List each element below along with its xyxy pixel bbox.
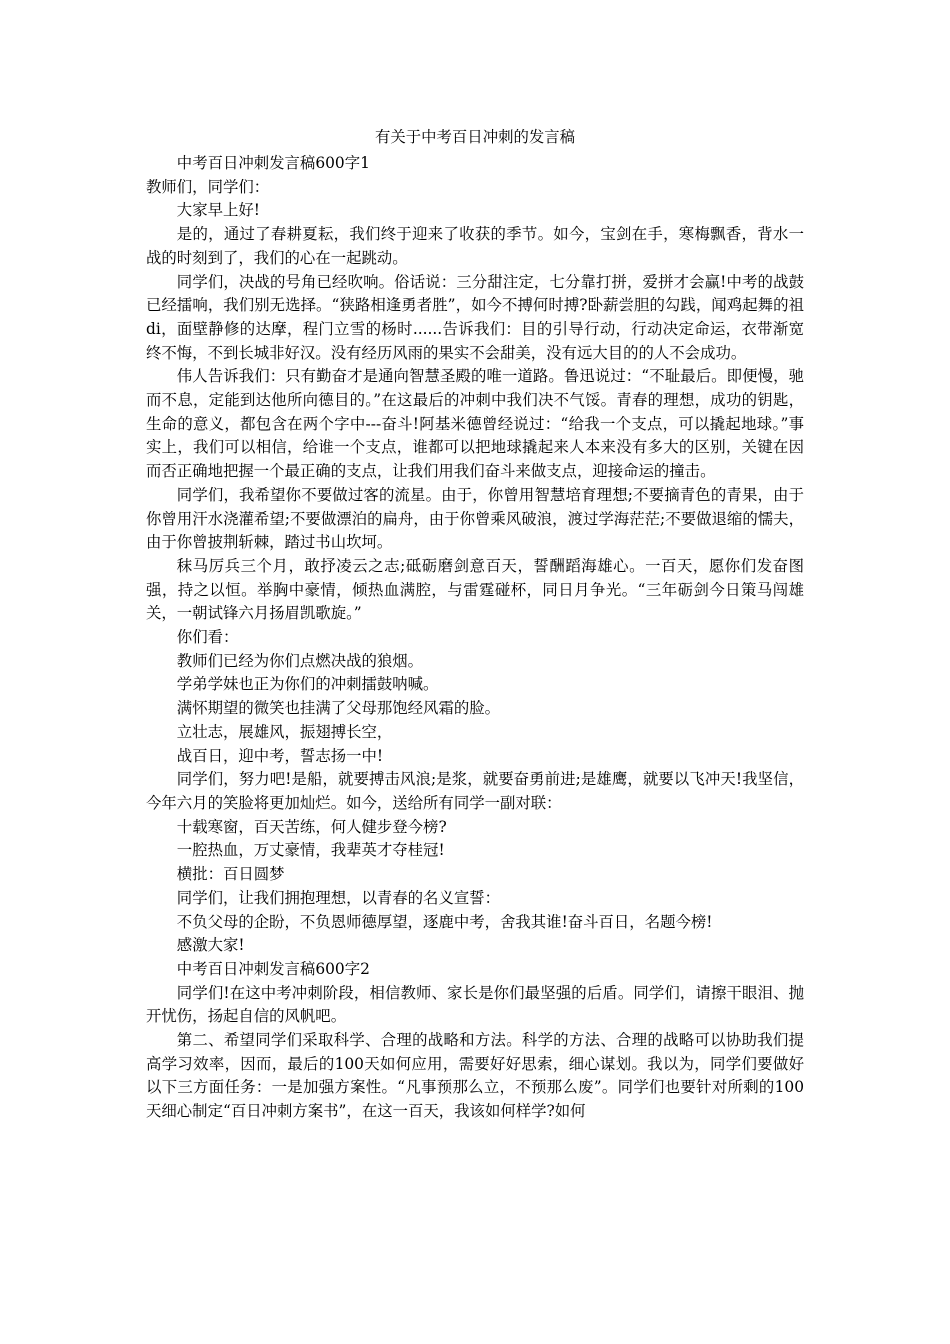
paragraph: 满怀期望的微笑也挂满了父母那饱经风霜的脸。 (176, 699, 501, 718)
paragraph: 战百日，迎中考，誓志扬一中! (176, 746, 384, 765)
paragraph: 同学们!在这中考冲刺阶段，相信教师、家长是你们最坚强的后盾。同学们，请擦干眼泪、抛开忧伤，扬起自信的风帆吧。 (146, 983, 804, 1026)
paragraph: 十载寒窗，百天苦练，何人健步登今榜? (176, 817, 447, 836)
document-title: 有关于中考百日冲刺的发言稿 (374, 128, 576, 146)
paragraph: 同学们，让我们拥抱理想，以青春的名义宣誓： (176, 888, 501, 907)
paragraph: 第二、希望同学们采取科学、合理的战略和方法。科学的方法、合理的战略可以协助我们提高学习效率，因而，最后的100天如何应用，需要好好思索，细心谋划。我以为，同学们要做好以下三方面任务：一是加强方案性。“凡事预那么立，不预那么废”。同学们也要针对所剩的100天细心制定“百日冲刺方案书”，在这一百天，我该如何样学?如何 (146, 1031, 804, 1121)
paragraph: 伟人告诉我们：只有勤奋才是通向智慧圣殿的唯一道路。鲁迅说过：“不耻最后。即便慢，驰而不息，定能到达他所向德目的。”在这最后的冲刺中我们决不气馁。青春的理想，成功的钥匙，生命的意义，都包含在两个字中---奋斗!阿基米德曾经说过：“给我一个支点，可以撬起地球。”事实上，我们可以相信，给谁一个支点，谁都可以把地球撬起来人本来没有多大的区别，关键在因而否正确地把握一个最正确的支点，让我们用我们奋斗来做支点，迎接命运的撞击。 (146, 367, 804, 481)
paragraph: 同学们，我希望你不要做过客的流星。由于，你曾用智慧培育理想;不要摘青色的青果，由于你曾用汗水浇灌希望;不要做漂泊的扁舟，由于你曾乘风破浪，渡过学海茫茫;不要做退缩的懦夫，由于你曾披荆斩棘，踏过书山坎坷。 (146, 485, 804, 552)
paragraph: 教师们已经为你们点燃决战的狼烟。 (176, 651, 424, 670)
paragraph: 中考百日冲刺发言稿600字1 (176, 154, 370, 172)
paragraph: 立壮志，展雄风，振翅搏长空， (176, 722, 393, 741)
paragraph: 同学们，努力吧!是船，就要搏击风浪;是浆，就要奋勇前进;是雄鹰，就要以飞冲天!我坚信，今年六月的笑脸将更加灿烂。如今，送给所有同学一副对联： (146, 770, 804, 812)
paragraph: 横批：百日圆梦 (176, 865, 285, 884)
paragraph: 同学们，决战的号角已经吹响。俗话说：三分甜注定，七分靠打拼，爱拼才会赢!中考的战鼓已经擂响，我们别无选择。“狭路相逢勇者胜”，如今不搏何时搏?卧薪尝胆的勾践，闻鸡起舞的祖di，面壁静修的达摩，程门立雪的杨时......告诉我们：目的引导行动，行动决定命运，衣带渐宽终不悔，不到长城非好汉。没有经历风雨的果实不会甜美，没有远大目的的人不会成功。 (146, 272, 804, 362)
document-page (146, 122, 804, 1124)
paragraph: 感激大家! (176, 936, 245, 955)
paragraph: 不负父母的企盼，不负恩师德厚望，逐鹿中考，舍我其谁!奋斗百日，名题今榜! (176, 912, 713, 931)
paragraph: 秣马厉兵三个月，敢抒凌云之志;砥砺磨剑意百天，誓酬蹈海雄心。一百天，愿你们发奋图强，持之以恒。举胸中豪情，倾热血满腔，与雷霆碰杯，同日月争光。“三年砺剑今日策马闯雄关，一朝试锋六月扬眉凯歌旋。” (146, 556, 804, 623)
document-body (146, 152, 804, 1124)
paragraph: 大家早上好! (176, 201, 260, 220)
paragraph: 中考百日冲刺发言稿600字2 (176, 959, 370, 978)
paragraph: 教师们，同学们： (146, 177, 270, 196)
paragraph: 学弟学妹也正为你们的冲刺擂鼓呐喊。 (176, 675, 439, 694)
paragraph: 一腔热血，万丈豪情，我辈英才夺桂冠! (176, 841, 445, 860)
paragraph: 是的，通过了春耕夏耘，我们终于迎来了收获的季节。如今，宝剑在手，寒梅飘香，背水一战的时刻到了，我们的心在一起跳动。 (146, 225, 804, 267)
paragraph: 你们看： (176, 628, 239, 647)
